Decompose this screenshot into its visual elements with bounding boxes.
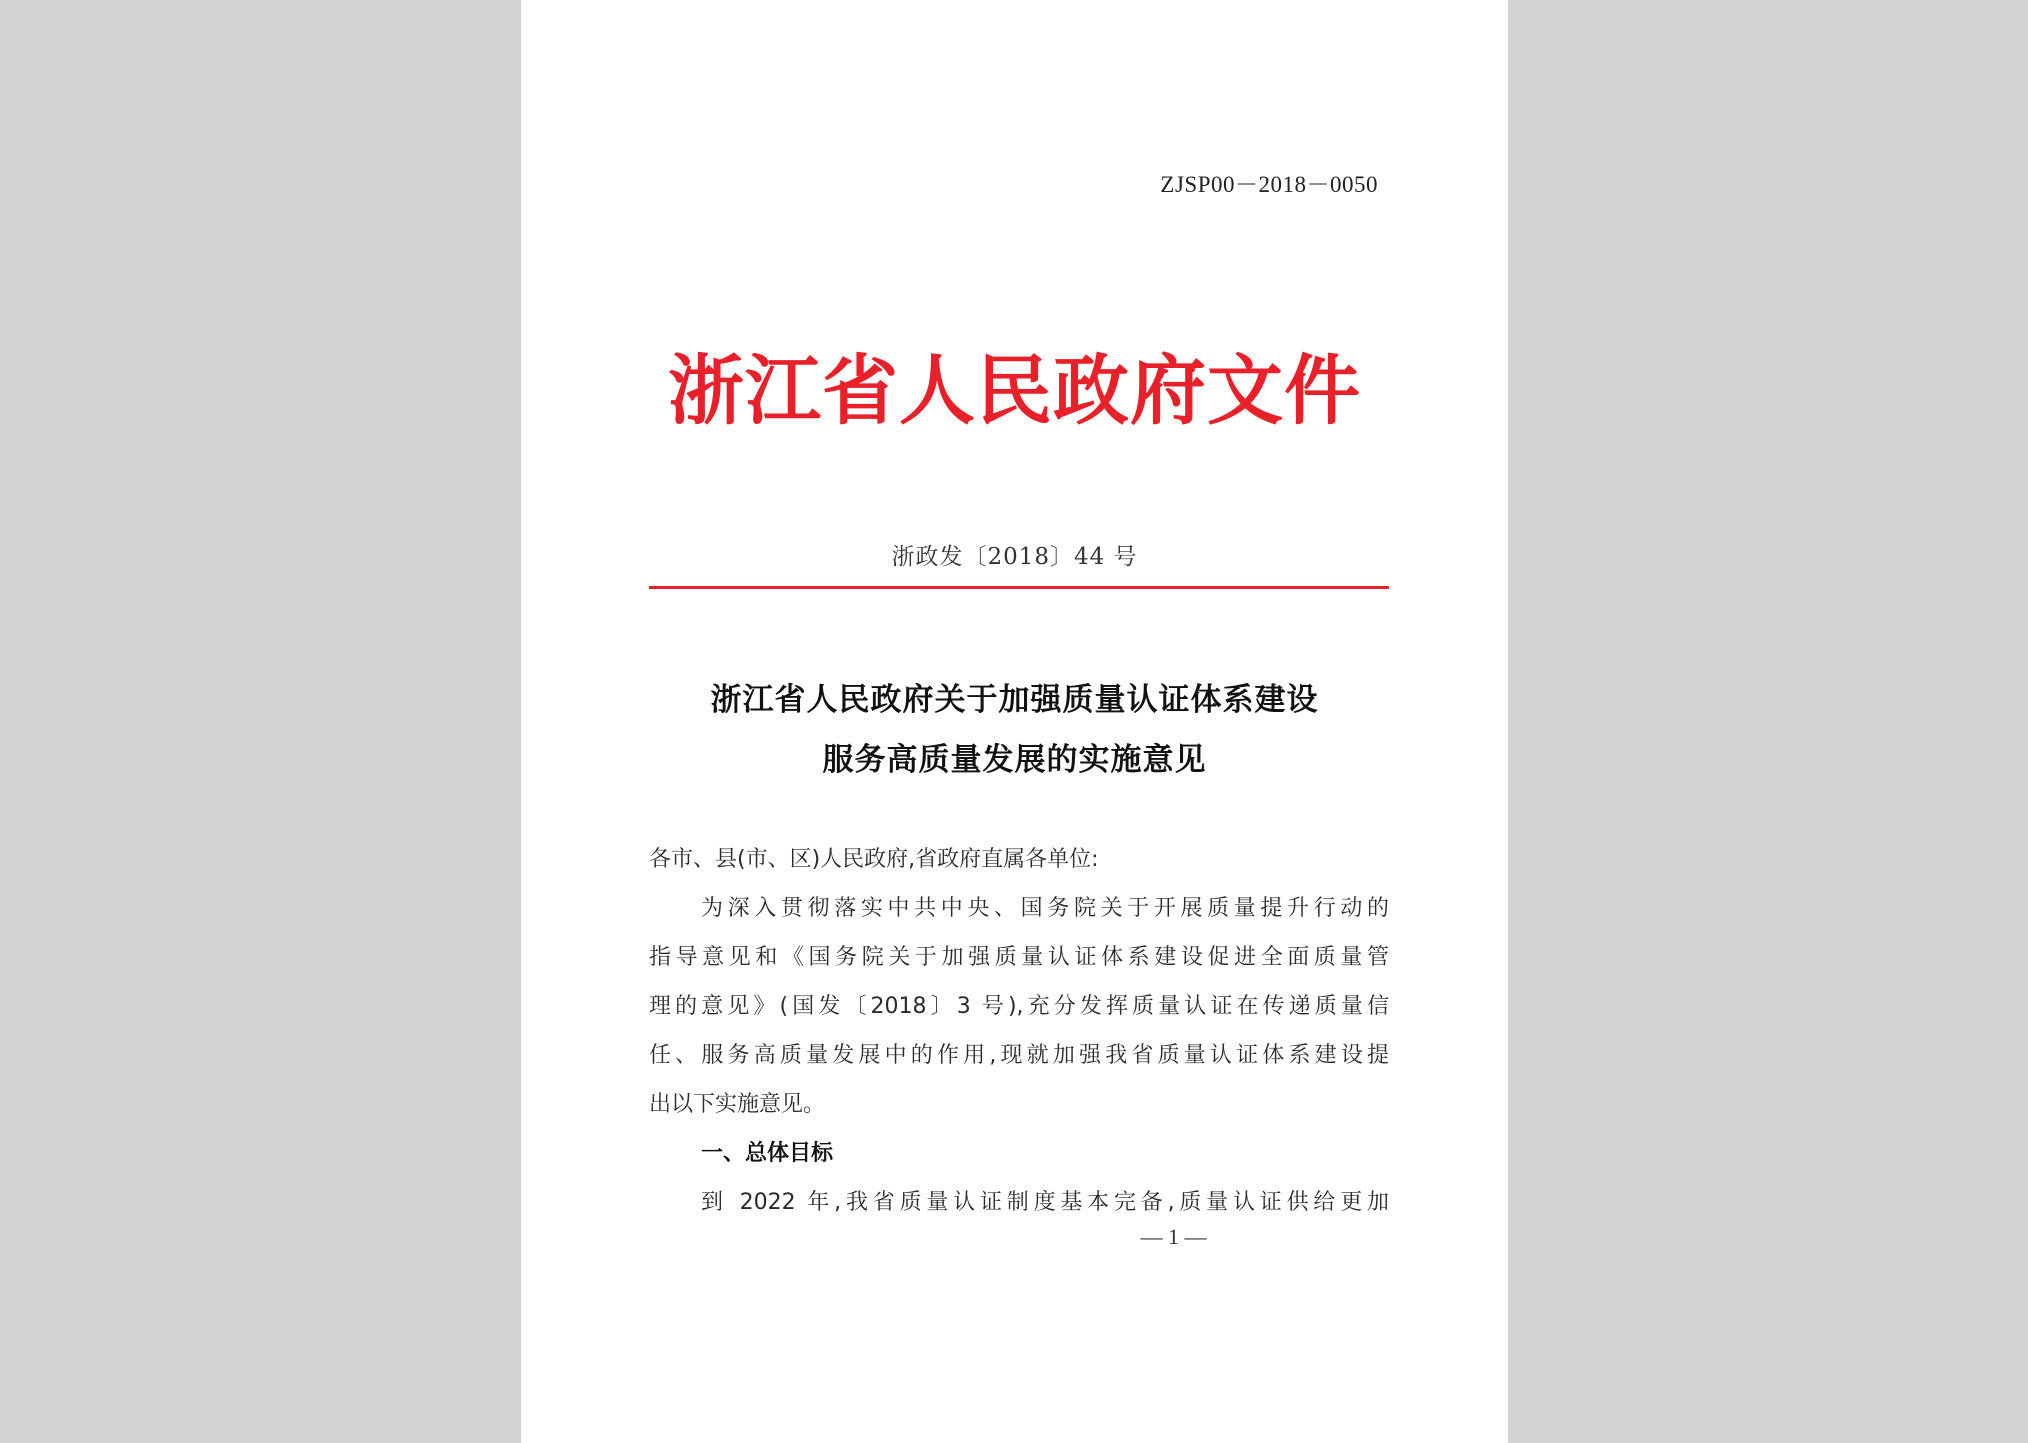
- document-title: [521, 670, 1508, 790]
- paragraph-line: 出以下实施意见。: [649, 1092, 826, 1117]
- red-divider: [649, 586, 1389, 589]
- paragraph-line: 任、服务高质量发展中的作用,现就加强我省质量认证体系建设提: [649, 1043, 1389, 1068]
- document-number: 浙政发〔2018〕44 号: [891, 544, 1138, 570]
- page-number: — 1 —: [1140, 1224, 1207, 1249]
- document-code: ZJSP00－2018－0050: [1160, 172, 1378, 197]
- document-page: [521, 0, 1508, 1443]
- title-line-1: 浙江省人民政府关于加强质量认证体系建设: [710, 682, 1319, 718]
- section-heading: 一、总体目标: [701, 1141, 834, 1166]
- title-line-2: 服务高质量发展的实施意见: [822, 742, 1207, 778]
- paragraph-line: 到 2022 年,我省质量认证制度基本完备,质量认证供给更加: [701, 1190, 1389, 1215]
- document-body: [649, 835, 1389, 1227]
- salutation: 各市、县(市、区)人民政府,省政府直属各单位:: [649, 847, 1099, 872]
- paragraph-line: 理的意见》(国发〔2018〕3 号),充分发挥质量认证在传递质量信: [649, 994, 1389, 1019]
- issuer-header: 浙江省人民政府文件: [668, 346, 1361, 435]
- paragraph-line: 指导意见和《国务院关于加强质量认证体系建设促进全面质量管: [649, 945, 1389, 970]
- paragraph-line: 为深入贯彻落实中共中央、国务院关于开展质量提升行动的: [701, 896, 1389, 921]
